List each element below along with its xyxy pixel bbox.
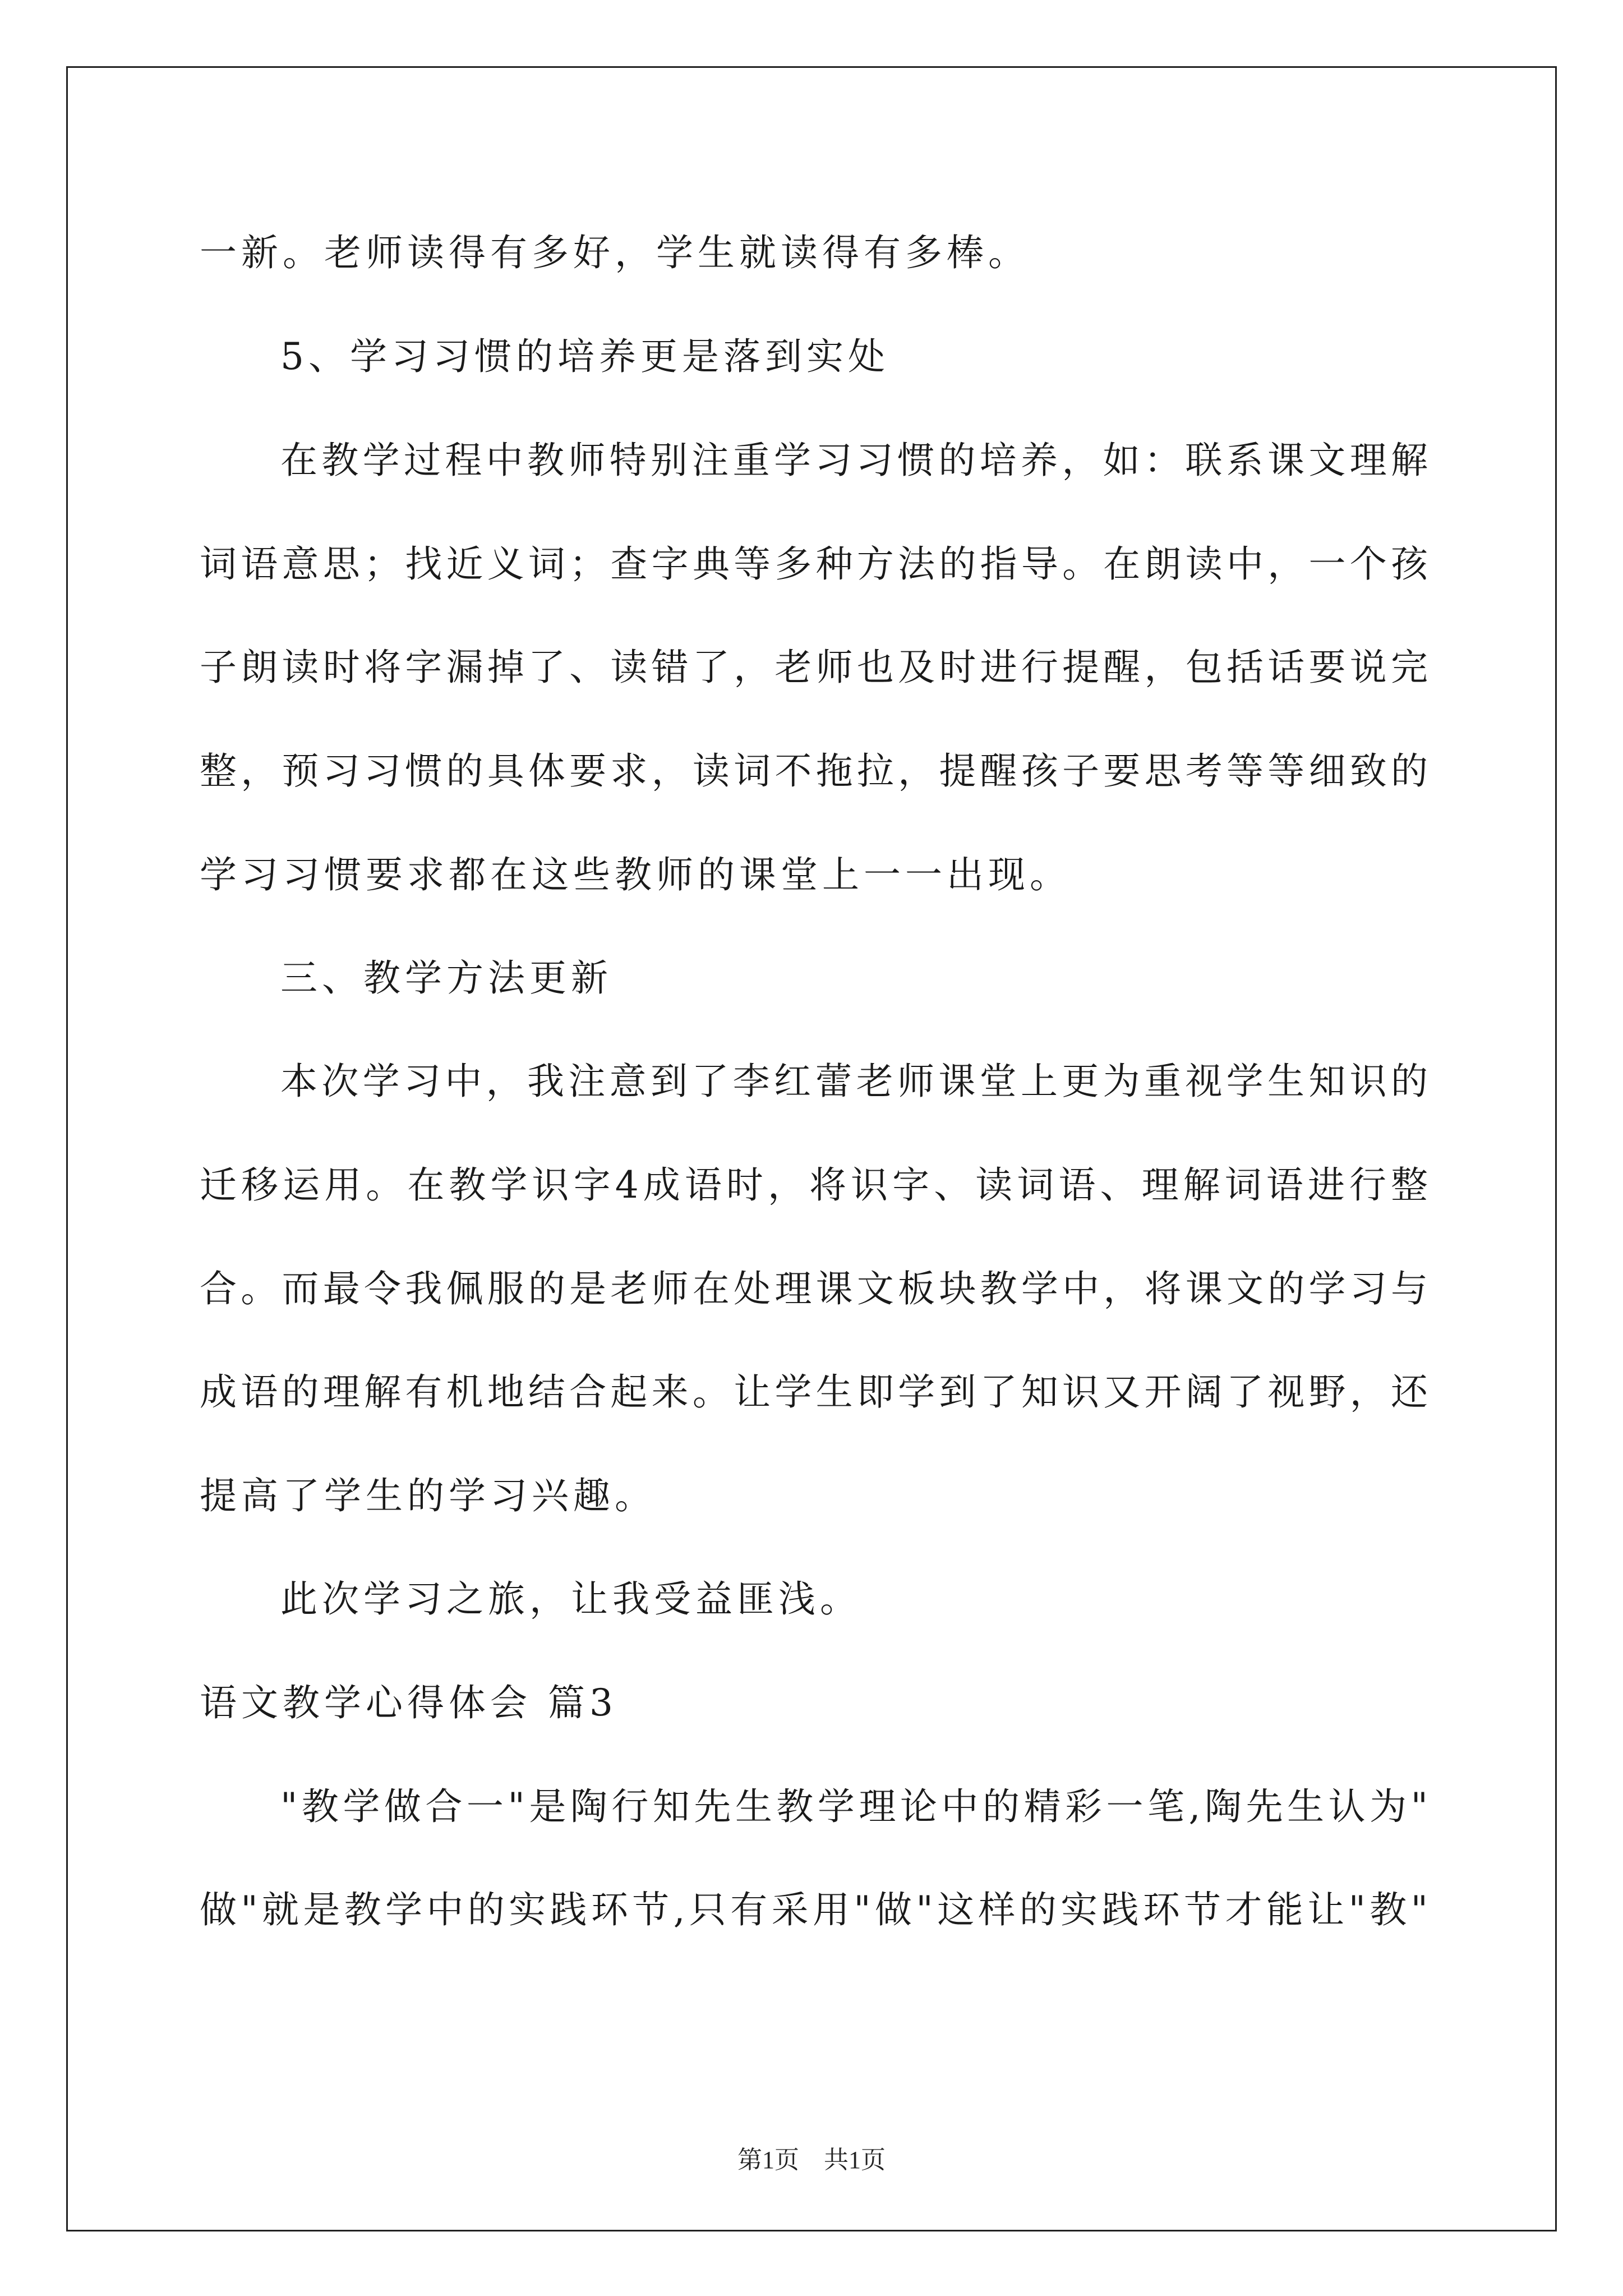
- section-heading: 三、教学方法更新: [280, 956, 612, 1000]
- article-title: 语文教学心得体会 篇3: [200, 1681, 617, 1724]
- body-line: "教学做合一"是陶行知先生教学理论中的精彩一笔,陶先生认为": [280, 1785, 1428, 1828]
- page-number-footer: 第1页 共1页: [737, 2146, 886, 2174]
- body-line: 提高了学生的学习兴趣。: [200, 1474, 656, 1517]
- body-line: 子朗读时将字漏掉了、读错了，老师也及时进行提醒，包括话要说完: [200, 646, 1428, 689]
- body-line: 词语意思；找近义词；查字典等多种方法的指导。在朗读中，一个孩: [200, 542, 1428, 586]
- body-line: 一新。老师读得有多好，学生就读得有多棒。: [200, 231, 1030, 274]
- body-line: 成语的理解有机地结合起来。让学生即学到了知识又开阔了视野，还: [200, 1370, 1428, 1414]
- body-line: 整，预习习惯的具体要求，读词不拖拉，提醒孩子要思考等等细致的: [200, 749, 1428, 793]
- body-line: 学习习惯要求都在这些教师的课堂上一一出现。: [200, 853, 1071, 896]
- body-line: 合。而最令我佩服的是老师在处理课文板块教学中，将课文的学习与: [200, 1267, 1428, 1310]
- body-line: 迁移运用。在教学识字4成语时，将识字、读词语、理解词语进行整: [200, 1163, 1428, 1207]
- body-line: 做"就是教学中的实践环节,只有采用"做"这样的实践环节才能让"教": [200, 1888, 1428, 1931]
- body-line: 此次学习之旅，让我受益匪浅。: [280, 1577, 861, 1621]
- body-line: 在教学过程中教师特别注重学习习惯的培养，如：联系课文理解: [280, 439, 1428, 482]
- section-heading: 5、学习习惯的培养更是落到实处: [280, 335, 889, 378]
- body-line: 本次学习中，我注意到了李红蕾老师课堂上更为重视学生知识的: [280, 1060, 1428, 1103]
